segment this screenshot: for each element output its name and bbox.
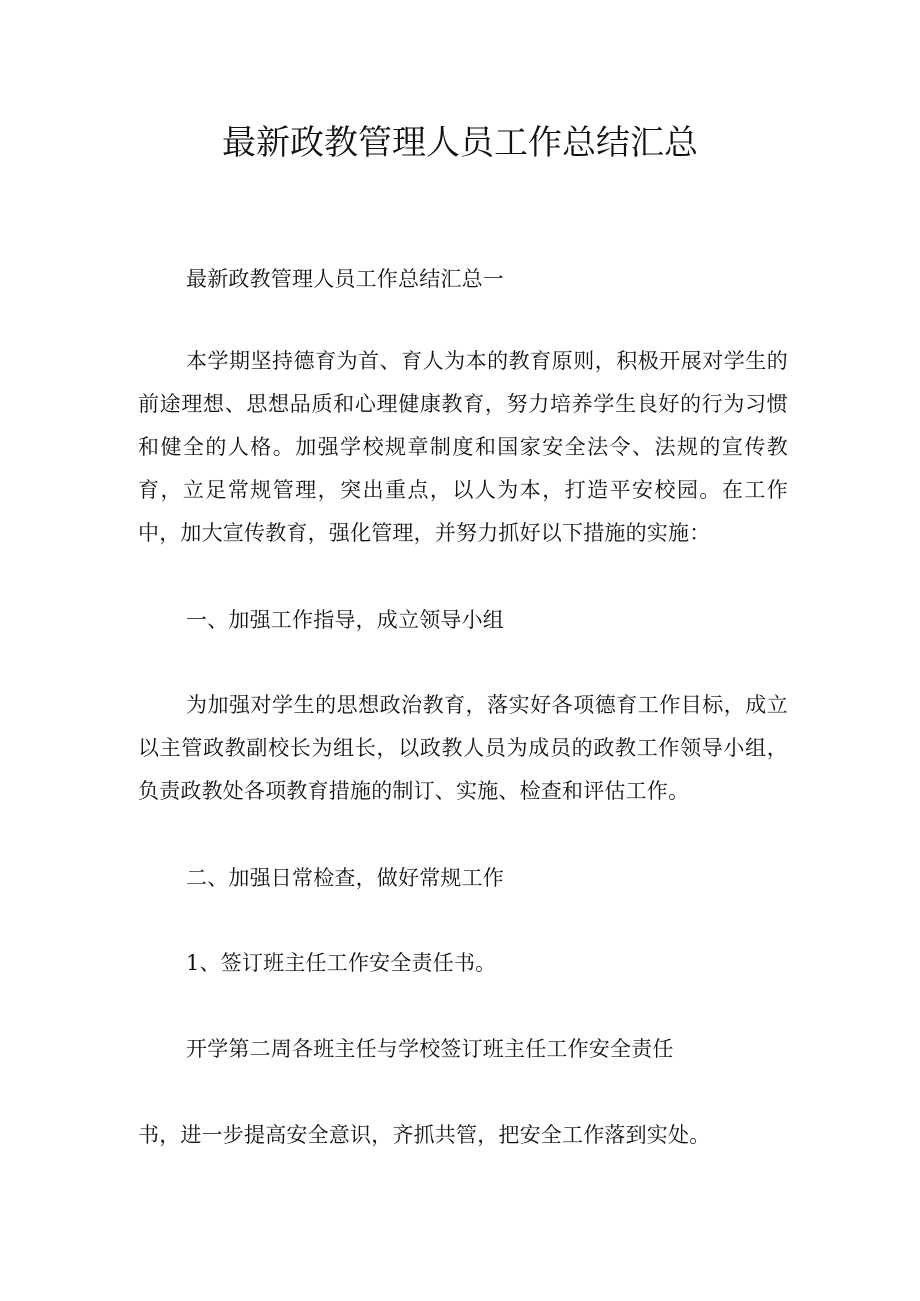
document-subtitle: 最新政教管理人员工作总结汇总一 bbox=[186, 267, 504, 291]
section-heading-1: 一、加强工作指导，成立领导小组 bbox=[186, 608, 504, 632]
intro-paragraph: 本学期坚持德育为首、育人为本的教育原则，积极开展对学生的前途理想、思想品质和心理健康教育，努力培养学生良好的行为习惯和健全的人格。加强学校规章制度和国家安全法令、法规的宣传教育，立足常规管理，突出重点，以人为本，打造平安校园。在工作中，加大宣传教育，强化管理，并努力抓好以下措施的实施： bbox=[138, 349, 788, 545]
document-title: 最新政教管理人员工作总结汇总 bbox=[222, 123, 698, 163]
item-1-heading: 1、签订班主任工作安全责任书。 bbox=[186, 951, 497, 975]
section-2-paragraph-line-2: 书，进一步提高安全意识，齐抓共管，把安全工作落到实处。 bbox=[138, 1123, 711, 1147]
section-1-paragraph: 为加强对学生的思想政治教育，落实好各项德育工作目标，成立以主管政教副校长为组长，以政教人员为成员的政教工作领导小组，负责政教处各项教育措施的制订、实施、检查和评估工作。 bbox=[138, 693, 788, 803]
section-heading-2: 二、加强日常检查，做好常规工作 bbox=[186, 866, 504, 890]
section-2-paragraph-line-1: 开学第二周各班主任与学校签订班主任工作安全责任 bbox=[186, 1037, 674, 1061]
